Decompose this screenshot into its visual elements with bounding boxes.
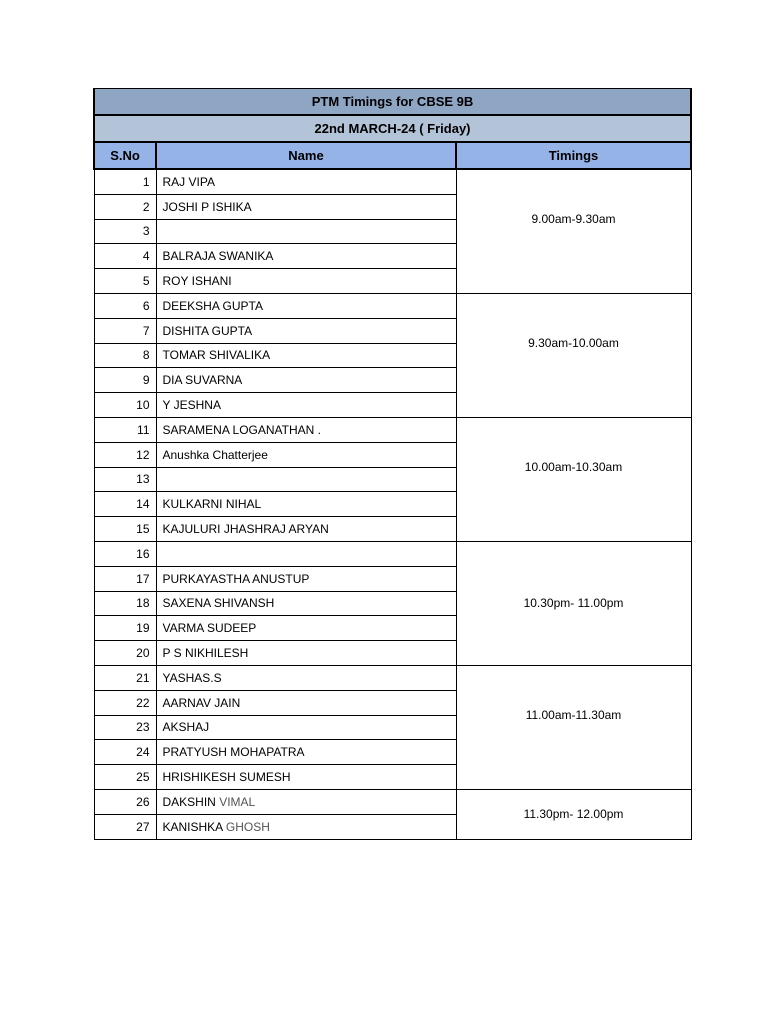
time-slot-label: 10.00am-10.30am (524, 459, 623, 474)
student-name (156, 393, 456, 418)
student-name-text: DAKSHIN (162, 794, 216, 809)
student-name (156, 194, 456, 219)
serial-number: 22 (94, 690, 156, 715)
student-name (156, 566, 456, 591)
student-name (156, 318, 456, 343)
table-row (94, 665, 691, 690)
student-name-text: SARAMENA LOGANATHAN . (162, 422, 321, 437)
serial-number: 25 (94, 765, 156, 790)
table-date: 22nd MARCH-24 ( Friday) (94, 115, 691, 142)
student-name (156, 219, 456, 244)
student-name-text: JOSHI P ISHIKA (162, 199, 252, 214)
student-name (156, 517, 456, 542)
serial-number: 18 (94, 591, 156, 616)
student-name (156, 740, 456, 765)
student-name (156, 765, 456, 790)
time-slot (456, 789, 691, 839)
student-name (156, 293, 456, 318)
time-slot-label: 9.00am-9.30am (531, 212, 616, 226)
serial-number: 11 (94, 417, 156, 442)
student-name-text: KULKARNI NIHAL (162, 497, 262, 512)
table-row (94, 789, 691, 814)
student-name-text: Y JESHNA (162, 398, 221, 413)
student-name (156, 467, 456, 492)
header-timings: Timings (456, 142, 691, 169)
table-row (94, 417, 691, 442)
table-row (94, 169, 691, 194)
student-name (156, 492, 456, 517)
student-name (156, 641, 456, 666)
serial-number: 23 (94, 715, 156, 740)
serial-number: 7 (94, 318, 156, 343)
time-slot (456, 665, 691, 789)
serial-number: 16 (94, 541, 156, 566)
student-name (156, 814, 456, 839)
serial-number: 20 (94, 641, 156, 666)
time-slot (456, 541, 691, 665)
student-name (156, 591, 456, 616)
header-name: Name (156, 142, 456, 169)
serial-number: 3 (94, 219, 156, 244)
student-name (156, 244, 456, 269)
serial-number: 1 (94, 169, 156, 194)
time-slot-label: 11.00am-11.30am (525, 707, 622, 722)
student-name-text: P S NIKHILESH (162, 646, 249, 661)
serial-number: 12 (94, 442, 156, 467)
student-name-text: AKSHAJ (162, 720, 210, 735)
serial-number: 6 (94, 293, 156, 318)
serial-number: 5 (94, 269, 156, 294)
student-name-text: PURKAYASTHA ANUSTUP (162, 571, 310, 586)
time-slot-label: 10.30pm- 11.00pm (523, 596, 624, 611)
serial-number: 17 (94, 566, 156, 591)
student-name-text: DIA SUVARNA (162, 373, 243, 388)
student-name (156, 417, 456, 442)
student-name (156, 269, 456, 294)
student-name (156, 616, 456, 641)
student-name-text: PRATYUSH MOHAPATRA (162, 745, 305, 760)
student-name (156, 368, 456, 393)
ptm-timings-table (93, 88, 692, 840)
time-slot (456, 417, 691, 541)
time-slot (456, 169, 691, 293)
student-name (156, 541, 456, 566)
time-slot-label: 11.30pm- 12.00pm (523, 807, 624, 822)
student-name-text: BALRAJA SWANIKA (162, 249, 274, 264)
student-name-text: KAJULURI JHASHRAJ ARYAN (162, 522, 329, 537)
serial-number: 2 (94, 194, 156, 219)
table-title: PTM Timings for CBSE 9B (94, 89, 691, 116)
serial-number: 14 (94, 492, 156, 517)
student-surname-text: GHOSH (225, 819, 270, 834)
serial-number: 9 (94, 368, 156, 393)
student-name (156, 665, 456, 690)
student-name (156, 442, 456, 467)
student-name (156, 343, 456, 368)
student-name-text: RAJ VIPA (162, 174, 215, 189)
serial-number: 26 (94, 789, 156, 814)
student-name (156, 715, 456, 740)
header-row (94, 142, 691, 169)
serial-number: 19 (94, 616, 156, 641)
time-slot (456, 293, 691, 417)
serial-number: 4 (94, 244, 156, 269)
student-name-text: ROY ISHANI (162, 274, 232, 289)
student-name-text: DISHITA GUPTA (162, 323, 253, 338)
serial-number: 10 (94, 393, 156, 418)
student-surname-text: VIMAL (219, 794, 256, 809)
table-row (94, 541, 691, 566)
time-slot-label: 9.30am-10.00am (528, 335, 619, 350)
student-name-text: HRISHIKESH SUMESH (162, 770, 291, 785)
serial-number: 15 (94, 517, 156, 542)
serial-number: 13 (94, 467, 156, 492)
student-name-text: TOMAR SHIVALIKA (162, 348, 271, 363)
table-row (94, 293, 691, 318)
student-name-text: Anushka Chatterjee (162, 447, 268, 462)
student-name-text: AARNAV JAIN (162, 695, 241, 710)
student-name-text: DEEKSHA GUPTA (162, 298, 263, 313)
student-name-text: YASHAS.S (162, 670, 222, 685)
header-sno: S.No (94, 142, 156, 169)
student-name-text: SAXENA SHIVANSH (162, 596, 275, 611)
serial-number: 27 (94, 814, 156, 839)
student-name (156, 789, 456, 814)
serial-number: 24 (94, 740, 156, 765)
student-name (156, 690, 456, 715)
serial-number: 21 (94, 665, 156, 690)
student-name-text: VARMA SUDEEP (162, 621, 257, 636)
student-name (156, 169, 456, 194)
student-name-text: KANISHKA (162, 819, 223, 834)
serial-number: 8 (94, 343, 156, 368)
